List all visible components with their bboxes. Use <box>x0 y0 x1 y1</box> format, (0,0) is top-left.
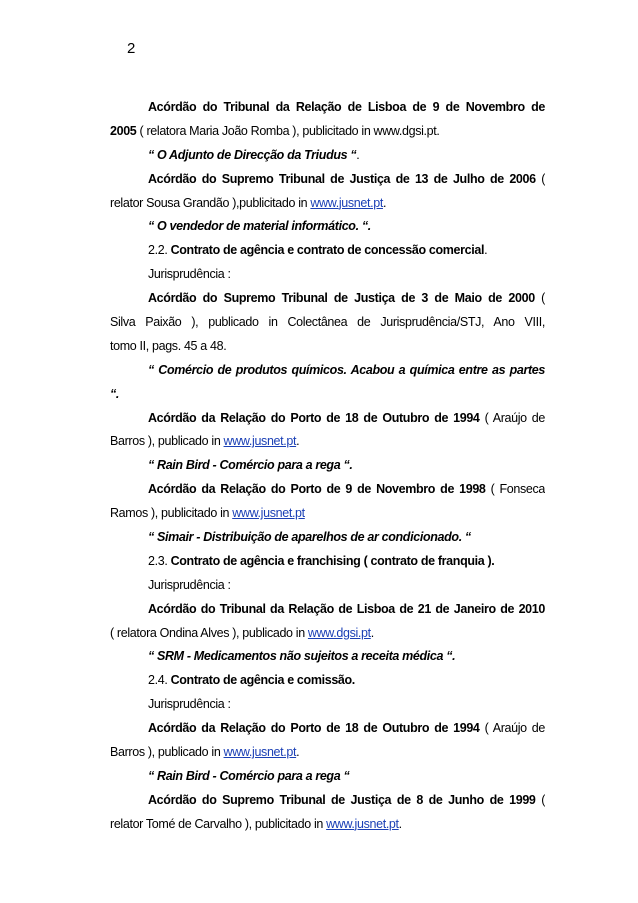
bold-text: Acórdão do Tribunal da Relação de Lisboa de 9 de Novembro de <box>148 100 545 114</box>
text-line <box>110 717 545 741</box>
plain-text: Barros ), publicado in <box>110 745 224 760</box>
plain-text: . <box>356 147 360 162</box>
bold-text: Acórdão do Tribunal da Relação de Lisboa de 21 de Janeiro de 2010 <box>148 601 545 616</box>
text-line <box>110 789 545 813</box>
bold-text: Acórdão da Relação do Porto de 18 de Outubro de 1994 <box>148 410 480 425</box>
plain-text: ( Araújo de <box>479 721 545 736</box>
plain-text: . <box>382 195 387 210</box>
case-quote: “ O vendedor de material informático. “. <box>148 219 371 234</box>
url-link[interactable]: www.jusnet.pt <box>326 816 399 831</box>
plain-text: Ramos ), publicitado in <box>110 506 233 521</box>
text-line <box>110 693 545 717</box>
plain-text: 2.3. <box>148 553 171 568</box>
text-line <box>110 239 545 263</box>
plain-text: Jurisprudência : <box>148 697 231 712</box>
case-quote: “ Rain Bird - Comércio para a rega “ <box>148 768 350 783</box>
text-line <box>110 550 545 574</box>
case-quote: “ Simair - Distribuição de aparelhos de ar condicionado. “ <box>148 530 471 545</box>
bold-text: Contrato de agência e comissão. <box>170 673 355 688</box>
text-line <box>110 454 545 478</box>
plain-text: relator Tomé de Carvalho ), publicitado in <box>110 816 327 831</box>
bold-text: Acórdão da Relação do Porto de 18 de Outubro de 1994 <box>148 721 480 736</box>
text-line <box>110 263 545 287</box>
text-line <box>110 287 545 311</box>
text-line <box>110 526 545 550</box>
bold-text: Acórdão do Supremo Tribunal de Justiça de 3 de Maio de 2000 <box>148 291 535 306</box>
plain-text: 2.4. <box>148 673 171 688</box>
plain-text: . <box>370 625 374 640</box>
case-quote: “. <box>110 386 120 401</box>
plain-text: tomo II, pags. 45 a 48. <box>110 338 227 353</box>
url-link[interactable]: www.jusnet.pt <box>223 745 297 760</box>
plain-text: Silva Paixão ), publicado in Colectânea de Jurisprudência/STJ, Ano VIII, <box>110 315 545 330</box>
text-line <box>110 765 545 789</box>
plain-text: Barros ), publicado in <box>110 434 224 449</box>
bold-text: Contrato de agência e contrato de concessão comercial <box>170 243 485 258</box>
text-line <box>110 645 545 669</box>
plain-text: . <box>484 243 488 258</box>
plain-text: ( <box>535 792 545 807</box>
text-line <box>110 598 545 622</box>
text-line <box>110 215 545 239</box>
plain-text: ( Araújo de <box>479 410 545 425</box>
case-quote: “ Comércio de produtos químicos. Acabou a química entre as partes <box>148 362 545 377</box>
url-link[interactable]: www.jusnet.pt <box>223 434 297 449</box>
text-line <box>110 144 545 168</box>
page-number: 2 <box>127 40 136 57</box>
text-line <box>110 574 545 598</box>
plain-text: relator Sousa Grandão ),publicitado in <box>110 195 311 210</box>
plain-text: Jurisprudência : <box>148 267 231 282</box>
bold-text: 2005 <box>110 123 137 138</box>
text-line <box>110 120 545 144</box>
text-line <box>110 192 545 216</box>
text-line <box>110 502 545 526</box>
text-line <box>110 622 545 646</box>
plain-text: . <box>296 434 300 449</box>
plain-text: . <box>296 745 300 760</box>
text-line <box>110 430 545 454</box>
plain-text: . <box>398 816 402 831</box>
plain-text: Jurisprudência : <box>148 577 231 592</box>
text-line <box>110 741 545 765</box>
document-body <box>110 96 545 837</box>
url-link[interactable]: www.dgsi.pt <box>307 625 371 640</box>
case-quote: “ Rain Bird - Comércio para a rega “. <box>148 458 353 473</box>
bold-text: Contrato de agência e franchising ( contrato de franquia ). <box>170 553 495 568</box>
text-line <box>110 669 545 693</box>
text-line <box>110 813 545 837</box>
text-line <box>110 359 545 383</box>
plain-text: ( Fonseca <box>485 482 545 497</box>
case-quote: “ SRM - Medicamentos não sujeitos a receita médica “. <box>148 649 456 664</box>
bold-text: Acórdão do Supremo Tribunal de Justiça de 8 de Junho de 1999 <box>148 792 536 807</box>
bold-text: Acórdão da Relação do Porto de 9 de Novembro de 1998 <box>148 482 486 497</box>
text-line <box>110 96 545 120</box>
text-line <box>110 478 545 502</box>
text-line <box>110 335 545 359</box>
bold-text: Acórdão do Supremo Tribunal de Justiça de 13 de Julho de 2006 <box>148 171 536 186</box>
case-quote: “ O Adjunto de Direcção da Triudus “ <box>148 147 357 162</box>
plain-text: ( <box>535 171 545 186</box>
plain-text: 2.2. <box>148 243 171 258</box>
url-link[interactable]: www.jusnet.pt <box>310 195 383 210</box>
text-line <box>110 311 545 335</box>
plain-text: ( relatora Ondina Alves ), publicado in <box>110 625 308 640</box>
text-line <box>110 383 545 407</box>
text-line <box>110 168 545 192</box>
plain-text: ( <box>534 291 545 306</box>
url-link[interactable]: www.jusnet.pt <box>232 506 305 521</box>
text-line <box>110 407 545 431</box>
plain-text: ( relatora Maria João Romba ), publicitado in www.dgsi.pt. <box>136 123 440 138</box>
